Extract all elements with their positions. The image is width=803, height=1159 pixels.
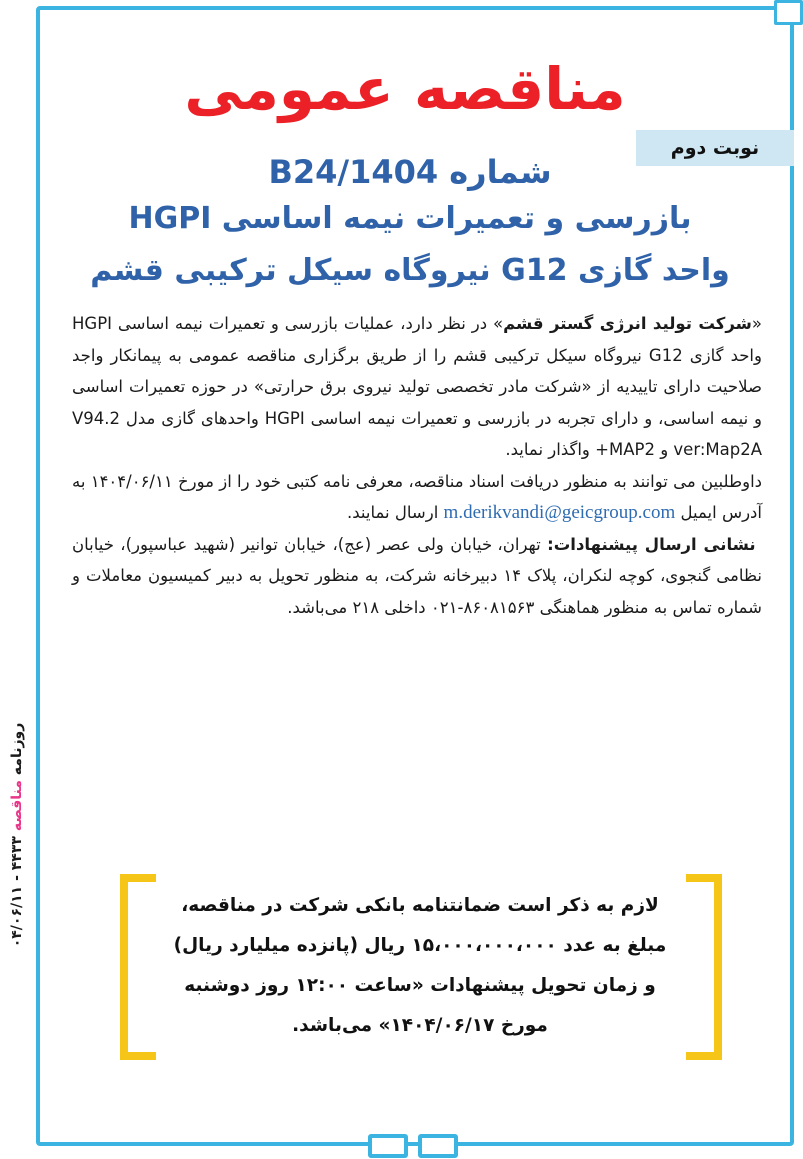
bottom-decoration <box>368 1134 458 1158</box>
notice-line: لازم به ذکر است ضمانتنامه بانکی شرکت در مناقصه، <box>181 895 659 916</box>
side-tag-text <box>9 700 25 970</box>
tender-subject-line-1: بازرسی و تعمیرات نیمه اساسی HGPI <box>128 201 692 236</box>
notice-line: مبلغ به عدد ۱۵،۰۰۰،۰۰۰،۰۰۰ ریال (پانزده میلیارد ریال) <box>173 935 667 956</box>
corner-decoration <box>774 0 803 25</box>
submission-text: داوطلبین می توانند به منظور دریافت اسناد مناقصه، معرفی نامه کتبی خود را از مورخ ۱۴۰۴/۰۶/۱۱ به آدرس ایمیل <box>72 471 763 522</box>
address-label: نشانی ارسال پیشنهادات: <box>547 534 756 554</box>
paragraph-intro <box>72 308 762 466</box>
paragraph-submission <box>72 466 762 529</box>
newspaper-side-tag <box>2 700 32 970</box>
paragraph-address <box>72 529 762 624</box>
guarantee-notice <box>170 886 670 1056</box>
notice-line: و زمان تحویل پیشنهادات «ساعت ۱۲:۰۰ روز دوشنبه <box>184 975 656 996</box>
address-text: تهران، خیابان ولی عصر (عج)، خیابان توانیر (شهید عباسپور)، خیابان نظامی گنجوی، کوچه لنکران، پلاک ۱۴ دبیرخانه شرکت، به منظور تحویل به دبیر کمیسیون معاملات و شماره تماس به منظور هماهنگی ۸۶۰۸۱۵۶۳-۰۲۱ داخلی ۲۱۸ می‌باشد. <box>72 534 762 617</box>
tender-number: شماره 1404/B24 <box>268 153 552 191</box>
tender-subject-line-2: واحد گازی G12 نیروگاه سیکل ترکیبی قشم <box>90 253 730 288</box>
notice-line: مورخ ۱۴۰۴/۰۶/۱۷» می‌باشد. <box>292 1015 548 1036</box>
round-badge: نوبت دوم <box>636 130 794 166</box>
announcement-body <box>72 308 762 623</box>
side-tag-issue: ۴۴۳۳ - ۰۴/۰۶/۱۱ <box>9 836 25 948</box>
side-tag-prefix: روزنامه <box>9 722 25 776</box>
email-link[interactable]: m.derikvandi@geicgroup.com <box>443 502 676 523</box>
notice-bracket-right <box>686 874 722 1060</box>
submission-text-end: ارسال نمایند. <box>347 503 439 522</box>
notice-bracket-left <box>120 874 156 1060</box>
bottom-decoration-box <box>418 1134 458 1158</box>
intro-text: » در نظر دارد، عملیات بازرسی و تعمیرات نیمه اساسی HGPI واحد گازی G12 نیروگاه سیکل ترکیبی قشم را از طریق برگزاری مناقصه عمومی به پیمانکار واجد صلاحیت دارای تاییدیه از «شرکت مادر تخصصی تولید نیروی برق حرارتی» در حوزه تعمیرات اساسی و نیمه اساسی، و دارای تجربه در بازرسی و تعمیرات نیمه اساسی HGPI واحدهای گازی مدل V94.2 ver:Map2A و MAP2+ واگذار نماید. <box>72 314 762 459</box>
bottom-decoration-box <box>368 1134 408 1158</box>
company-name: شرکت تولید انرژی گستر قشم <box>503 314 752 333</box>
page-title: مناقصه عمومی <box>184 55 626 123</box>
side-tag-brand: مناقصه <box>9 780 25 832</box>
quote-mark: « <box>751 314 763 333</box>
